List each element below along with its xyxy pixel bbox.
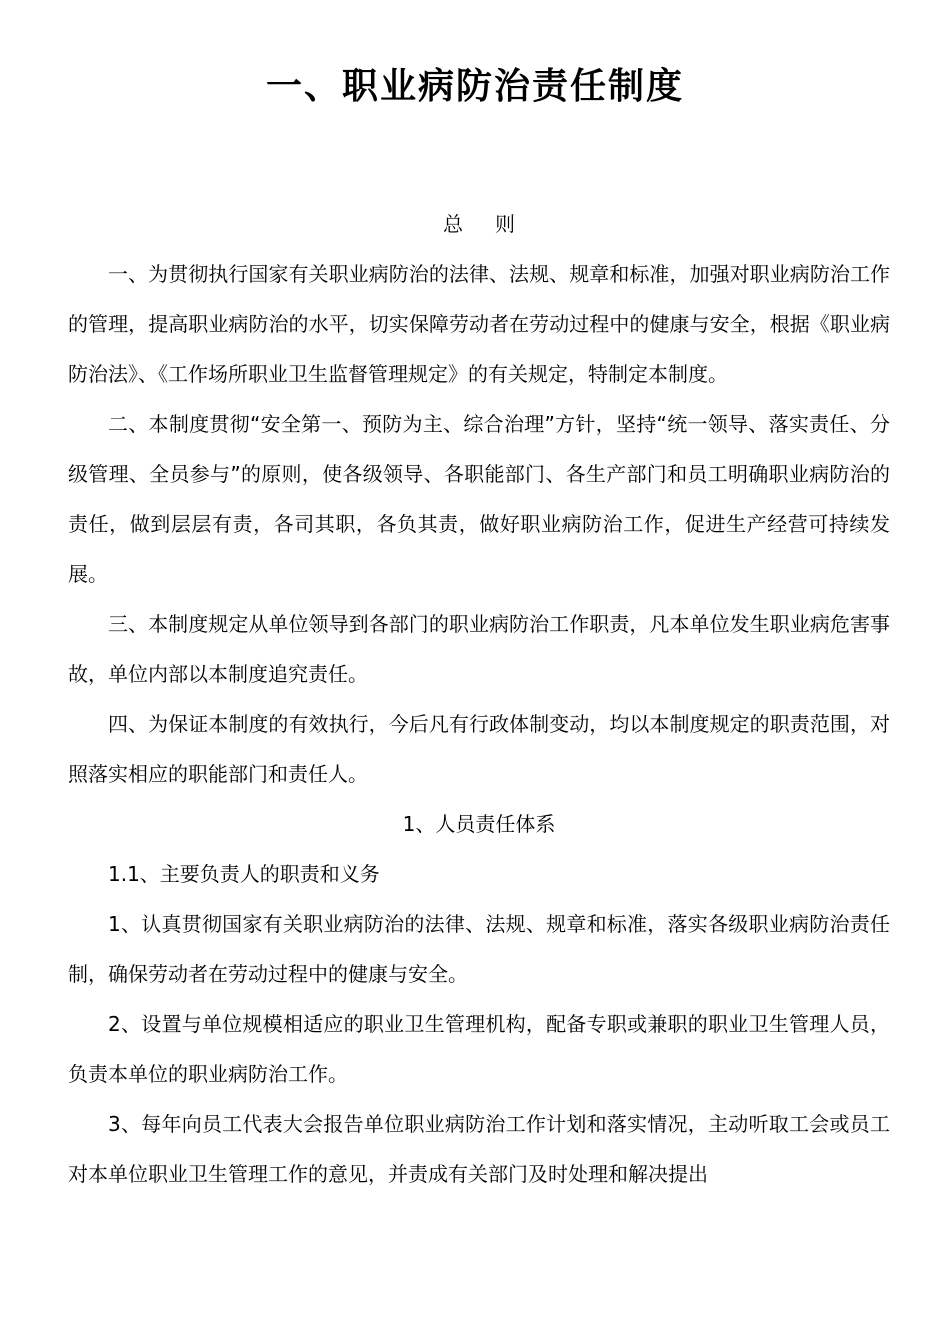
section-heading: 1、人员责任体系 <box>402 812 556 836</box>
duty-item-1: 1、认真贯彻国家有关职业病防治的法律、法规、规章和标准，落实各级职业病防治责任制，确保劳动者在劳动过程中的健康与安全。 <box>68 912 890 986</box>
paragraph-2: 二、本制度贯彻“安全第一、预防为主、综合治理”方针，坚持“统一领导、落实责任、分级管理、全员参与”的原则，使各级领导、各职能部门、各生产部门和员工明确职业病防治的责任，做到层层有责，各司其职，各负其责，做好职业病防治工作，促进生产经营可持续发展。 <box>68 412 890 586</box>
document-body <box>68 199 890 1199</box>
paragraph-3: 三、本制度规定从单位领导到各部门的职业病防治工作职责，凡本单位发生职业病危害事故，单位内部以本制度追究责任。 <box>68 612 890 686</box>
duty-item-2: 2、设置与单位规模相适应的职业卫生管理机构，配备专职或兼职的职业卫生管理人员，负责本单位的职业病防治工作。 <box>68 1012 890 1086</box>
document-title: 一、职业病防治责任制度 <box>265 66 684 107</box>
subsection-heading: 1.1、主要负责人的职责和义务 <box>108 862 380 886</box>
paragraph-1: 一、为贯彻执行国家有关职业病防治的法律、法规、规章和标准，加强对职业病防治工作的管理，提高职业病防治的水平，切实保障劳动者在劳动过程中的健康与安全，根据《职业病防治法》、《工作场所职业卫生监督管理规定》的有关规定，特制定本制度。 <box>68 262 890 386</box>
paragraph-4: 四、为保证本制度的有效执行，今后凡有行政体制变动，均以本制度规定的职责范围，对照落实相应的职能部门和责任人。 <box>68 712 890 786</box>
duty-item-3: 3、每年向员工代表大会报告单位职业病防治工作计划和落实情况，主动听取工会或员工对本单位职业卫生管理工作的意见，并责成有关部门及时处理和解决提出 <box>68 1112 890 1186</box>
general-provisions-heading: 总则 <box>443 212 547 236</box>
